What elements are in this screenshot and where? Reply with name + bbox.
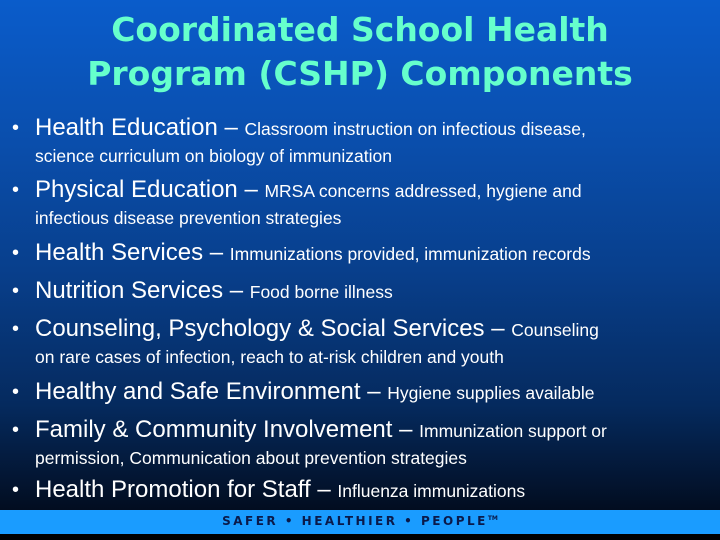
item-description: Influenza immunizations [337,481,526,501]
footer-bar [0,510,720,534]
item-description: Immunization support or [419,421,607,441]
item-line [35,277,393,308]
item-heading: Health Services – [35,239,230,266]
bullet-icon: • [12,479,20,501]
item-heading: Counseling, Psychology & Social Services – [35,315,512,342]
item-line [35,476,525,507]
bullet-icon: • [12,242,20,264]
item-line [35,176,582,207]
title-line-1: Coordinated School Health [111,10,609,49]
bullet-icon: • [12,117,20,139]
title-line-2: Program (CSHP) Components [87,54,633,93]
item-line [35,114,586,145]
bullet-icon: • [12,318,20,340]
item-heading: Health Promotion for Staff – [35,476,338,503]
item-line [35,416,607,447]
item-line [35,378,594,409]
footer-slogan [0,514,720,528]
item-description-continued: on rare cases of infection, reach to at-risk children and youth [35,347,504,367]
item-heading: Family & Community Involvement – [35,416,420,443]
bullet-icon: • [12,179,20,201]
slogan-text: SAFER • HEALTHIER • PEOPLE [222,514,488,528]
item-heading: Health Education – [35,114,245,141]
item-heading: Physical Education – [35,176,265,203]
item-description-continued: science curriculum on biology of immunization [35,146,392,166]
trademark: TM [487,515,498,522]
item-description-continued: infectious disease prevention strategies [35,208,342,228]
slide-title [0,8,720,96]
item-heading: Nutrition Services – [35,277,250,304]
item-description: Food borne illness [249,282,393,302]
item-description: Immunizations provided, immunization records [229,244,591,264]
item-heading: Healthy and Safe Environment – [35,378,388,405]
item-description: Hygiene supplies available [387,383,595,403]
bottom-strip [0,534,720,540]
item-line [35,239,591,270]
item-description: MRSA concerns addressed, hygiene and [264,181,582,201]
bullet-icon: • [12,419,20,441]
bullet-icon: • [12,381,20,403]
item-description: Classroom instruction on infectious disease, [244,119,586,139]
bullet-icon: • [12,280,20,302]
item-description-continued: permission, Communication about prevention strategies [35,448,467,468]
item-description: Counseling [511,320,599,340]
item-line [35,315,599,346]
